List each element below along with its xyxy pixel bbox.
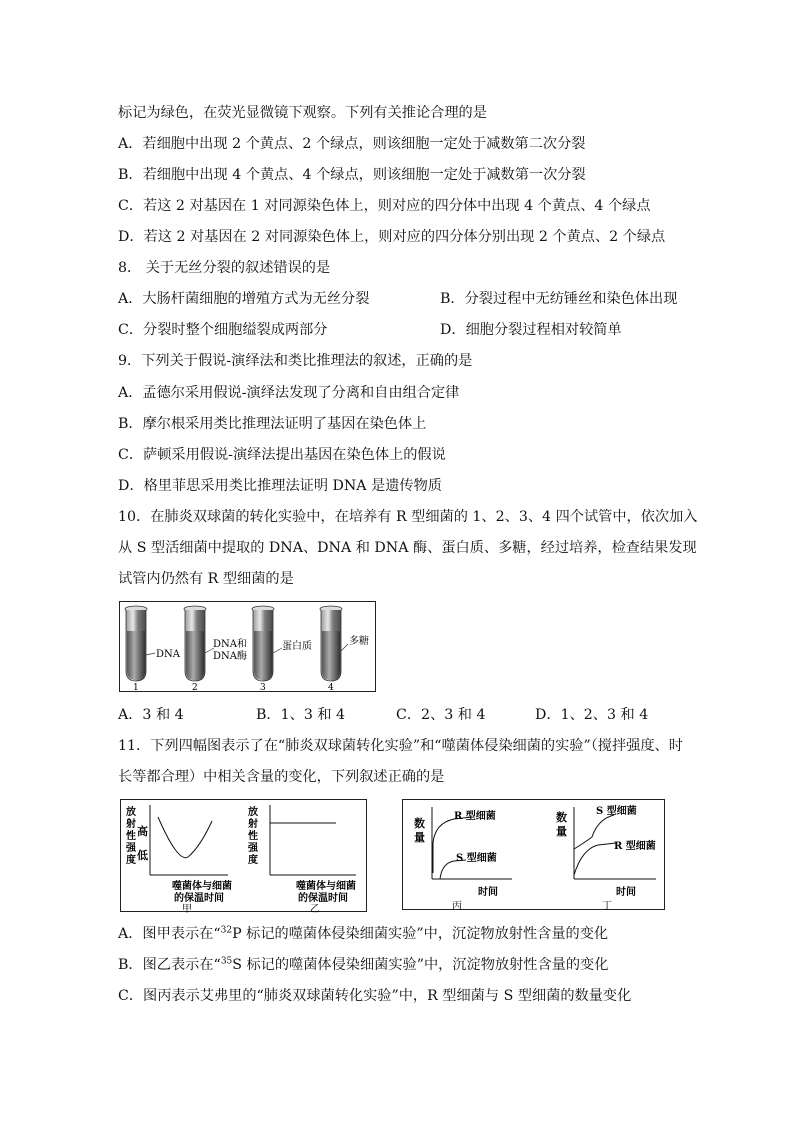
graph-bing-caption: 丙 <box>452 901 462 911</box>
tube-2-label-line2: DNA酶 <box>213 651 247 662</box>
q11-option-b: B．图乙表示在“$^{35}$S 标记的噬菌体侵染细菌实验”中，沉淀物放射性含量的变化 <box>118 956 609 973</box>
tube-number-1: 1 <box>133 683 139 693</box>
q10-option-b: B．1、3 和 4 <box>256 707 346 723</box>
tube-number-2: 2 <box>192 683 198 693</box>
question-11-stem-line2: 长等都合理）中相关含量的变化，下列叙述正确的是 <box>118 769 445 785</box>
graph-jia-low: 低 <box>137 849 148 862</box>
graphs-jia-yi-figure <box>120 799 368 917</box>
svg-text:强: 强 <box>126 843 136 854</box>
question-10-stem-line1: 10．在肺炎双球菌的转化实验中，在培养有 R 型细菌的 1、2、3、4 四个试管中，依次加入 <box>118 509 698 525</box>
svg-text:的保温时间: 的保温时间 <box>174 893 224 904</box>
svg-text:性: 性 <box>248 831 258 842</box>
q10-option-c: C．2、3 和 4 <box>396 707 486 723</box>
svg-text:射: 射 <box>126 819 136 830</box>
test-tubes-figure <box>119 601 377 697</box>
graph-jia-caption: 甲 <box>182 904 192 913</box>
svg-text:时间: 时间 <box>478 887 498 898</box>
question-11-stem-line1: 11．下列四幅图表示了在“肺炎双球菌转化实验”和“噬菌体侵染细菌的实验”（搅拌强度、时 <box>118 738 683 754</box>
q7-option-d: D．若这 2 对基因在 2 对同源染色体上，则对应的四分体分别出现 2 个黄点、2 个绿点 <box>118 229 666 245</box>
svg-text:噬菌体与细菌: 噬菌体与细菌 <box>172 881 232 892</box>
q9-option-b: B．摩尔根采用类比推理法证明了基因在染色体上 <box>118 416 427 432</box>
svg-text:度: 度 <box>126 855 136 866</box>
q8-option-c: C．分裂时整个细胞缢裂成两部分 <box>118 322 328 338</box>
svg-text:R 型细菌: R 型细菌 <box>454 811 496 822</box>
svg-text:S 型细菌: S 型细菌 <box>596 806 637 817</box>
svg-text:性: 性 <box>126 831 136 842</box>
q9-option-a: A．孟德尔采用假说-演绎法发现了分离和自由组合定律 <box>118 385 460 401</box>
svg-text:度: 度 <box>248 855 258 866</box>
svg-text:量: 量 <box>414 831 425 844</box>
q7-option-a: A．若细胞中出现 2 个黄点、2 个绿点，则该细胞一定处于减数第二次分裂 <box>118 136 586 152</box>
question-10-stem-line3: 试管内仍然有 R 型细菌的是 <box>118 571 294 587</box>
tube-1-label: DNA <box>156 649 180 660</box>
tube-2-label-line1: DNA和 <box>213 639 247 650</box>
question-8-stem: 8． 关于无丝分裂的叙述错误的是 <box>118 260 331 276</box>
svg-text:放: 放 <box>248 807 258 818</box>
q10-option-a: A．3 和 4 <box>118 707 184 723</box>
svg-text:强: 强 <box>248 843 258 854</box>
svg-text:数: 数 <box>414 817 425 830</box>
tube-4-label: 多糖 <box>349 636 369 647</box>
tube-3-label: 蛋白质 <box>282 641 312 652</box>
test-tube-1 <box>125 606 147 681</box>
tube-number-4: 4 <box>328 683 334 693</box>
svg-text:R 型细菌: R 型细菌 <box>614 841 656 852</box>
q11-option-c: C．图丙表示艾弗里的“肺炎双球菌转化实验”中，R 型细菌与 S 型细菌的数量变化 <box>118 988 632 1004</box>
q8-option-a: A．大肠杆菌细胞的增殖方式为无丝分裂 <box>118 291 370 307</box>
svg-text:S 型细菌: S 型细菌 <box>456 853 497 864</box>
q7-option-b: B．若细胞中出现 4 个黄点、4 个绿点，则该细胞一定处于减数第一次分裂 <box>118 167 586 183</box>
svg-text:射: 射 <box>248 819 258 830</box>
test-tube-2 <box>184 606 206 681</box>
graph-yi-caption: 乙 <box>310 904 320 913</box>
question-9-stem: 9．下列关于假说-演绎法和类比推理法的叙述，正确的是 <box>118 353 473 369</box>
tube-number-3: 3 <box>260 683 266 693</box>
svg-text:放: 放 <box>126 807 136 818</box>
q7-option-c: C．若这 2 对基因在 1 对同源染色体上，则对应的四分体中出现 4 个黄点、4 个绿点 <box>118 198 651 214</box>
svg-text:数: 数 <box>556 811 567 824</box>
q10-option-d: D．1、2、3 和 4 <box>535 707 649 723</box>
q8-option-b: B．分裂过程中无纺锤丝和染色体出现 <box>440 291 678 307</box>
question-10-stem-line2: 从 S 型活细菌中提取的 DNA、DNA 和 DNA 酶、蛋白质、多糖，经过培养，检查结果发现 <box>118 540 697 556</box>
svg-text:噬菌体与细菌: 噬菌体与细菌 <box>296 881 356 892</box>
graph-ding-caption: 丁 <box>602 901 612 911</box>
svg-text:时间: 时间 <box>616 887 636 898</box>
q9-option-d: D．格里菲思采用类比推理法证明 DNA 是遗传物质 <box>118 478 442 494</box>
q8-option-d: D．细胞分裂过程相对较简单 <box>440 322 622 338</box>
test-tube-4 <box>320 606 342 681</box>
svg-text:的保温时间: 的保温时间 <box>298 893 348 904</box>
test-tube-3 <box>252 606 274 681</box>
q11-option-a: A．图甲表示在“$^{32}$P 标记的噬菌体侵染细菌实验”中，沉淀物放射性含量的变化 <box>118 925 609 942</box>
q9-option-c: C．萨顿采用假说-演绎法提出基因在染色体上的假说 <box>118 447 446 463</box>
graph-jia-high: 高 <box>137 825 148 838</box>
svg-text:量: 量 <box>556 825 567 838</box>
question-7-stem-continuation: 标记为绿色，在荧光显微镜下观察。下列有关推论合理的是 <box>118 105 487 121</box>
graphs-bing-ding-figure <box>402 799 666 915</box>
